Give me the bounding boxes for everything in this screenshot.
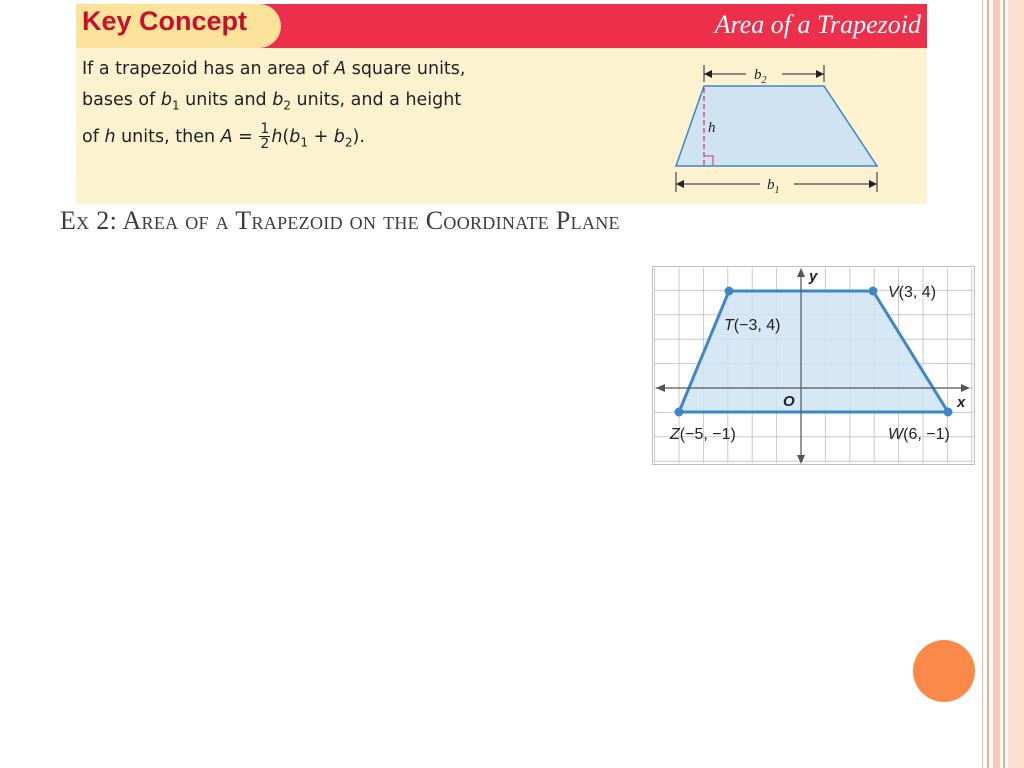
decor-stripe bbox=[993, 0, 1000, 768]
label-W: W(6, −1) bbox=[888, 426, 950, 443]
text-line-3: of h units, then A = $\frac{1}{2}$ $h(b_1 + b_2)$. bbox=[82, 121, 365, 152]
key-concept-tab bbox=[76, 4, 281, 48]
text-line-1: If a trapezoid has an area of A square units, bbox=[82, 59, 466, 79]
trapezoid-diagram bbox=[672, 58, 892, 202]
coordinate-plane bbox=[652, 266, 976, 466]
formula-fraction: $\frac{1}{2}$ bbox=[260, 121, 270, 152]
label-T: T(−3, 4) bbox=[724, 317, 781, 334]
vertex-Z bbox=[675, 408, 684, 417]
key-concept-label: Key Concept bbox=[82, 6, 248, 36]
label-b1: $b_1$ bbox=[767, 177, 780, 196]
decor-stripe bbox=[987, 0, 989, 768]
x-axis-label: x bbox=[957, 394, 966, 411]
origin-label: O bbox=[783, 393, 795, 410]
label-V: V(3, 4) bbox=[888, 284, 937, 301]
key-concept-box bbox=[76, 4, 927, 204]
y-axis-label: y bbox=[809, 268, 818, 285]
decor-stripe bbox=[1003, 0, 1005, 768]
text-line-2: bases of $b_1$ units and $b_2$ units, and a height bbox=[82, 90, 462, 113]
label-h: h bbox=[708, 120, 716, 136]
decor-stripe bbox=[982, 0, 983, 768]
slide-title: Ex 2: Area of a Trapezoid on the Coordinate Plane bbox=[60, 206, 620, 235]
vertex-T bbox=[725, 287, 734, 296]
trapezoid-shape bbox=[676, 86, 877, 166]
vertex-V bbox=[869, 287, 878, 296]
label-b2: $b_2$ bbox=[754, 67, 767, 86]
decor-circle bbox=[913, 640, 975, 702]
key-concept-text bbox=[82, 54, 552, 158]
key-concept-header bbox=[76, 4, 927, 48]
key-concept-topic: Area of a Trapezoid bbox=[714, 10, 921, 39]
vertex-W bbox=[944, 408, 953, 417]
decor-stripe bbox=[1008, 0, 1024, 768]
coordinate-plane-figure bbox=[652, 266, 976, 466]
label-Z: Z(−5, −1) bbox=[670, 426, 736, 443]
